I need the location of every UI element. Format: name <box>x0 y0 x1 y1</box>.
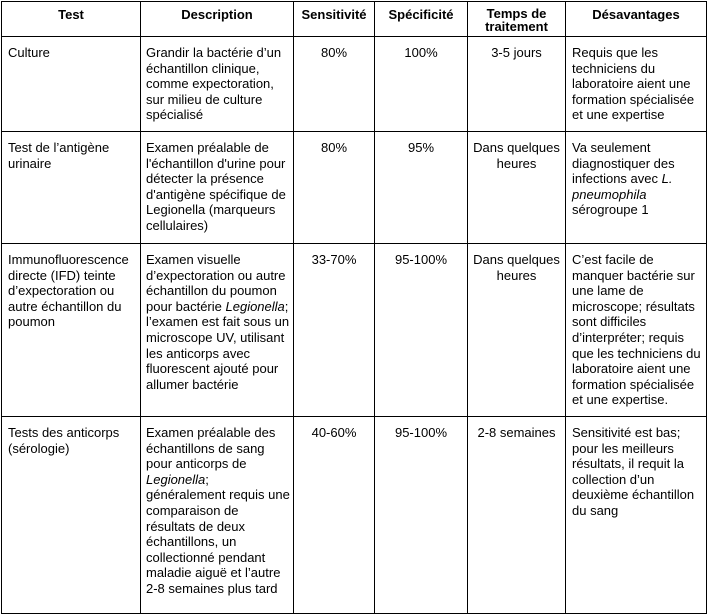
disadvantages-text: sérogroupe 1 <box>572 202 649 218</box>
cell-disadvantages: Requis que les techniciens du laboratoire aient une formation spécialisée et une expertise <box>566 37 707 132</box>
cell-specificity: 100% <box>375 37 468 132</box>
cell-sensitivity: 80% <box>294 37 375 132</box>
cell-description <box>141 244 294 417</box>
header-test: Test <box>2 2 141 37</box>
cell-processing-time: 2-8 semaines <box>468 417 566 614</box>
cell-test: Test de l’antigène urinaire <box>2 132 141 244</box>
cell-sensitivity: 80% <box>294 132 375 244</box>
cell-processing-time: Dans quelques heures <box>468 132 566 244</box>
table-row <box>2 132 707 244</box>
disadvantages-text: Va seulement diagnostiquer des infections avec <box>572 140 675 187</box>
description-text: ; généralement requis une comparaison de résultats de deux échantillons, un collectionné pendant maladie aiguë et l’autre 2-8 semaines plus tard <box>146 471 290 596</box>
cell-disadvantages <box>566 132 707 244</box>
cell-processing-time: Dans quelques heures <box>468 244 566 417</box>
table-row <box>2 417 707 614</box>
cell-specificity: 95-100% <box>375 244 468 417</box>
header-description: Description <box>141 2 294 37</box>
cell-description <box>141 417 294 614</box>
description-text: Examen préalable des échantillons de sang pour anticorps de <box>146 425 276 472</box>
cell-disadvantages: Sensitivité est bas; pour les meilleurs résultats, il requit la collection d’un deuxième échantillon du sang <box>566 417 707 614</box>
cell-test: Immunofluorescence directe (IFD) teinte d’expectoration ou autre échantillon du poumon <box>2 244 141 417</box>
species-name: L. pneumophila <box>572 171 673 202</box>
header-sensitivity: Sensitivité <box>294 2 375 37</box>
cell-description: Grandir la bactérie d’un échantillon clinique, comme expectoration, sur milieu de culture spécialisé <box>141 37 294 132</box>
header-processing-time: Temps de traitement <box>468 2 566 37</box>
table-row <box>2 244 707 417</box>
description-text: ; l’examen est fait sous un microscope UV, utilisant les anticorps avec fluorescent ajouté pour allumer bactérie <box>146 298 290 392</box>
cell-processing-time: 3-5 jours <box>468 37 566 132</box>
cell-sensitivity: 40-60% <box>294 417 375 614</box>
cell-test: Culture <box>2 37 141 132</box>
header-disadvantages: Désavantages <box>566 2 707 37</box>
cell-test: Tests des anticorps (sérologie) <box>2 417 141 614</box>
species-name: Legionella <box>146 471 206 487</box>
cell-disadvantages: C’est facile de manquer bactérie sur une lame de microscope; résultats sont difficiles d’interpréter; requis que les techniciens du laboratoire aient une formation spécialisée et une expertise. <box>566 244 707 417</box>
cell-specificity: 95% <box>375 132 468 244</box>
cell-sensitivity: 33-70% <box>294 244 375 417</box>
species-name: Legionella <box>225 298 285 314</box>
table-row <box>2 37 707 132</box>
description-text: Examen visuelle d’expectoration ou autre échantillon du poumon pour bactérie <box>146 252 286 314</box>
header-row <box>2 2 707 37</box>
cell-specificity: 95-100% <box>375 417 468 614</box>
comparison-table <box>1 1 707 614</box>
cell-description: Examen préalable de l'échantillon d'urine pour détecter la présence d'antigène spécifique de Legionella (marqueurs cellulaires) <box>141 132 294 244</box>
header-specificity: Spécificité <box>375 2 468 37</box>
